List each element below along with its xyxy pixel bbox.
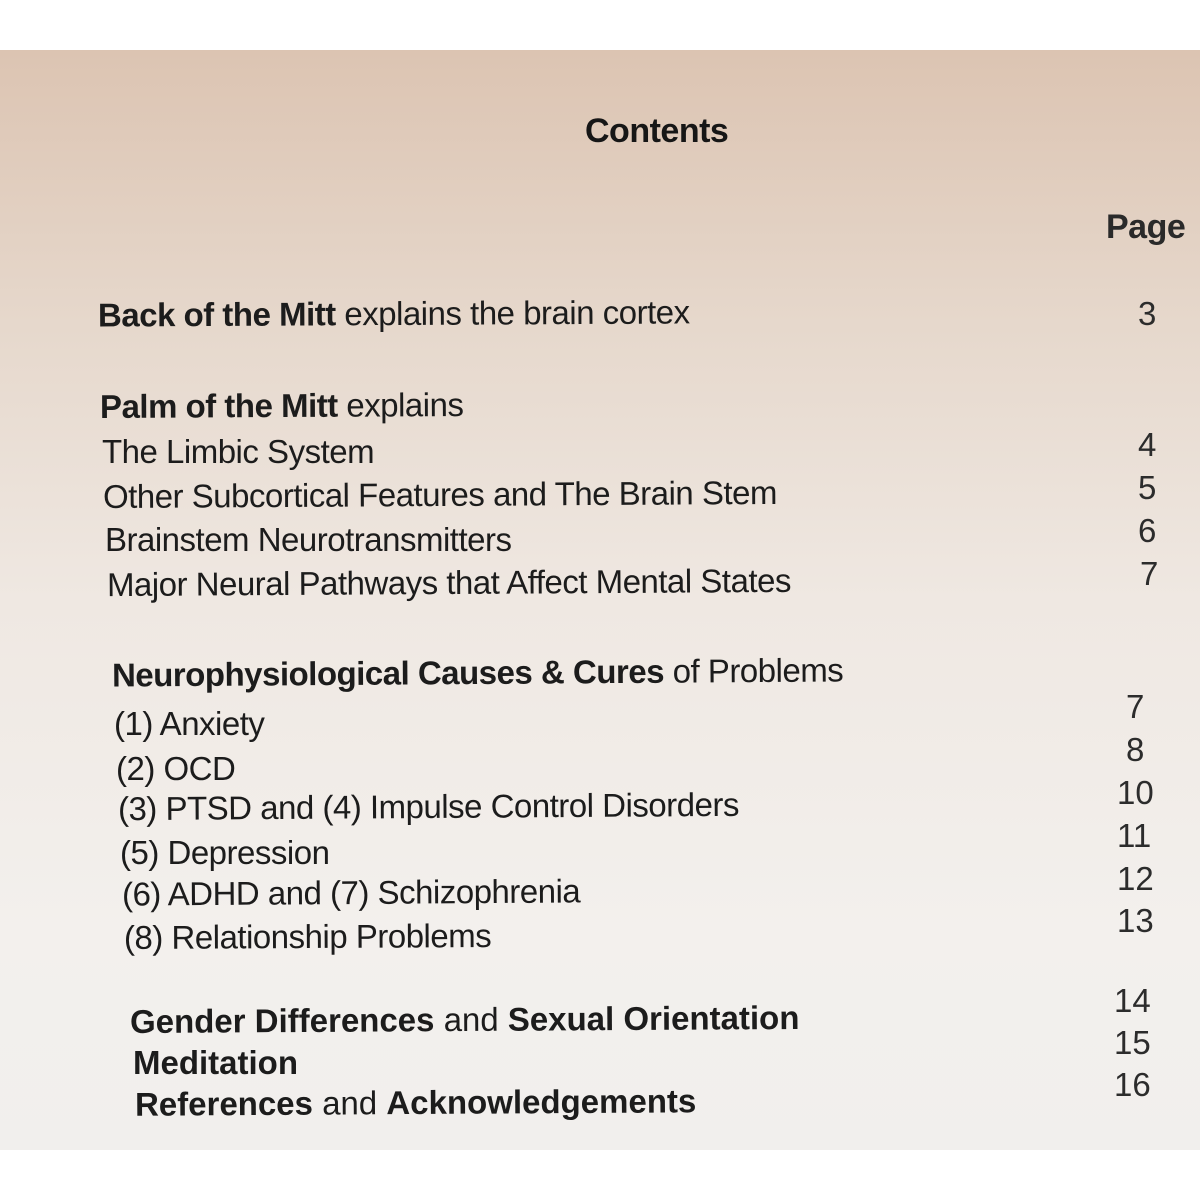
- entry-text: and: [434, 1000, 508, 1039]
- section-bold-text: Neurophysiological Causes & Cures: [111, 652, 665, 694]
- page-column-header: Page: [1106, 208, 1186, 246]
- page-number: 7: [1140, 555, 1159, 592]
- entry-bold-text: Back of the Mitt: [97, 295, 336, 334]
- section-text: explains: [337, 386, 464, 424]
- page-number: 16: [1114, 1066, 1151, 1103]
- page-number: 7: [1126, 688, 1145, 725]
- toc-entry[interactable]: (5) Depression: [120, 834, 330, 871]
- section-text: of Problems: [663, 651, 844, 690]
- page-number: 3: [1138, 295, 1157, 332]
- toc-entry[interactable]: Other Subcortical Features and The Brain Stem: [102, 473, 778, 516]
- entry-bold-text: Gender Differences: [129, 1001, 435, 1041]
- toc-entry-meditation[interactable]: Meditation: [133, 1044, 298, 1081]
- page-number: 10: [1117, 774, 1154, 811]
- toc-entry[interactable]: Brainstem Neurotransmitters: [105, 521, 512, 558]
- toc-entry[interactable]: (2) OCD: [116, 750, 236, 787]
- page-number: 4: [1138, 426, 1157, 463]
- entry-text: explains the brain cortex: [335, 293, 690, 333]
- toc-entry[interactable]: (3) PTSD and (4) Impulse Control Disorders: [117, 785, 739, 828]
- page-number: 6: [1138, 512, 1157, 549]
- toc-entry[interactable]: (1) Anxiety: [114, 705, 265, 742]
- entry-text: and: [312, 1084, 387, 1122]
- entry-bold-text: References: [134, 1084, 314, 1123]
- section-bold-text: Palm of the Mitt: [99, 386, 338, 425]
- toc-entry-gender[interactable]: [130, 999, 800, 1041]
- page-number: 14: [1114, 982, 1151, 1019]
- page-number: 8: [1126, 731, 1145, 768]
- toc-entry[interactable]: (8) Relationship Problems: [123, 917, 492, 956]
- page-number: 13: [1117, 902, 1154, 939]
- contents-page: [0, 50, 1200, 1150]
- toc-entry[interactable]: The Limbic System: [102, 433, 375, 470]
- toc-entry-references[interactable]: [135, 1082, 697, 1123]
- page-number: 12: [1117, 860, 1154, 897]
- page-number: 5: [1138, 469, 1157, 506]
- toc-entry[interactable]: (6) ADHD and (7) Schizophrenia: [121, 872, 581, 913]
- page-number: 11: [1117, 817, 1152, 854]
- page-number: 15: [1114, 1024, 1151, 1061]
- section-heading-palm: [100, 386, 464, 426]
- section-heading-neurophysiological: [112, 651, 843, 694]
- page-title: Contents: [585, 112, 729, 150]
- toc-entry[interactable]: Major Neural Pathways that Affect Mental States: [106, 561, 792, 604]
- entry-bold-text: Sexual Orientation: [507, 998, 800, 1038]
- toc-entry-back-of-the-mitt[interactable]: [98, 293, 690, 334]
- entry-bold-text: Acknowledgements: [386, 1082, 697, 1122]
